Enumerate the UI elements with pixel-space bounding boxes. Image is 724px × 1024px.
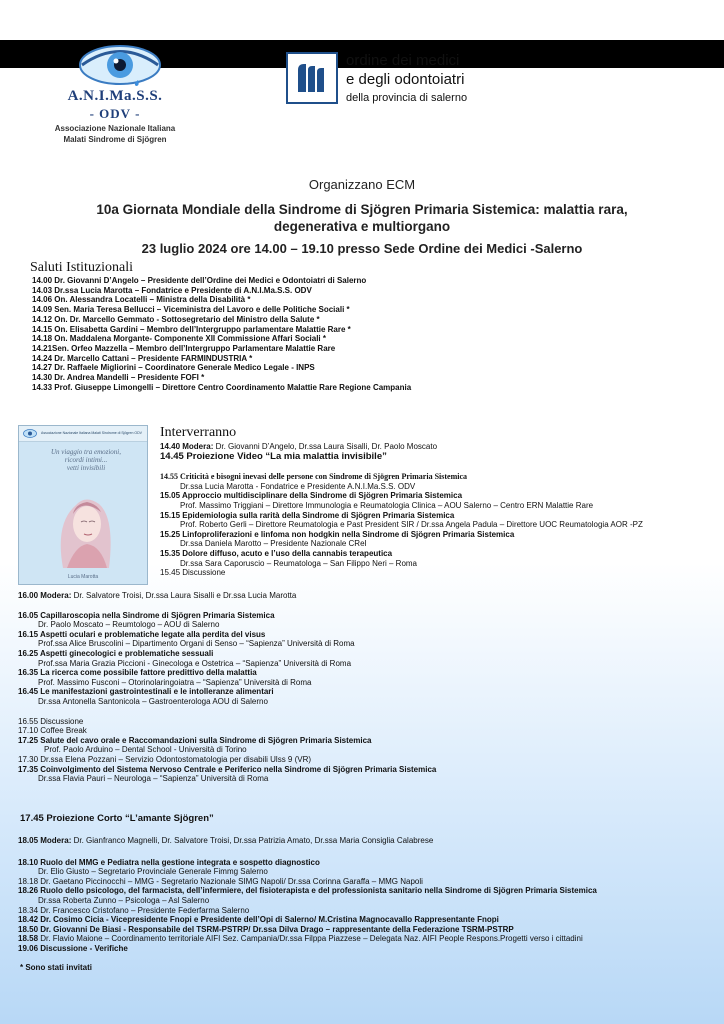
video-line: 14.45 Proiezione Video “La mia malattia invisibile”	[160, 450, 387, 462]
talk-title: 16.15 Aspetti oculari e problematiche legate alla perdita del visus	[18, 629, 266, 639]
ordine-line-1: ordine dei medici	[346, 52, 460, 69]
talk-title: 16.25 Aspetti ginecologici e problematiche sessuali	[18, 648, 214, 658]
list-item: 14.03 Dr.ssa Lucia Marotta – Fondatrice e Presidente di A.N.I.Ma.S.S. ODV	[32, 285, 312, 295]
corto-projection-line: 17.45 Proiezione Corto “L’amante Sjögren”	[20, 813, 214, 824]
talk-title: 17.25 Salute del cavo orale e Raccomandazioni sulla Sindrome di Sjögren Primaria Sistemica	[18, 735, 372, 745]
closing-line: 19.06 Discussione - Verifiche	[18, 943, 128, 953]
talk-speaker: 18.34 Dr. Francesco Cristofano – Presidente Federfarma Salerno	[18, 905, 250, 915]
talk-speaker: Prof. Paolo Arduino – Dental School - Università di Torino	[44, 745, 247, 755]
animass-subtitle-2: Malati Sindrome di Sjögren	[63, 135, 167, 144]
talk-title: 18.10 Ruolo del MMG e Pediatra nella gestione integrata e sospetto diagnostico	[18, 857, 320, 867]
talk-speaker: Dr.ssa Lucia Marotta - Fondatrice e Presidente A.N.I.Ma.S.S. ODV	[180, 481, 416, 491]
talk-speaker: Prof. Massimo Triggiani – Direttore Immunologia e Reumatologia Clinica – AOU Salerno – Centro ERN Malattie Rare	[180, 500, 594, 510]
organizers-line: Organizzano ECM	[308, 177, 416, 192]
saluti-list	[32, 276, 702, 392]
interverranno-program	[160, 442, 643, 578]
talk-title: 16.05 Capillaroscopia nella Sindrome di Sjögren Primaria Sistemica	[18, 610, 275, 620]
ordine-logo	[286, 52, 506, 112]
talk-title: 15.35 Dolore diffuso, acuto e l’uso della cannabis terapeutica	[160, 548, 393, 558]
talk-speaker: Prof.ssa Alice Bruscolini – Dipartimento Organi di Senso – “Sapienza” Università di Roma	[38, 639, 355, 649]
talk-speaker: Dr.ssa Flavia Pauri – Neurologa – “Sapienza” Università di Roma	[38, 774, 269, 784]
session-3-program	[18, 836, 597, 972]
moderators-line: 18.05 Modera: Dr. Gianfranco Magnelli, Dr. Salvatore Troisi, Dr.ssa Patrizia Amato, Dr.ssa Maria Consiglia Calabrese	[18, 836, 434, 845]
list-item: 14.30 Dr. Andrea Mandelli – Presidente FOFI *	[32, 373, 205, 383]
ordine-emblem-icon	[286, 52, 338, 104]
talk-speaker: Prof. Roberto Gerli – Direttore Reumatologia e Past President SIR / Dr.ssa Angela Padula – Direttore UOC Reumatologia AOR -PZ	[180, 520, 643, 530]
talk-speaker: Dr.ssa Roberta Zunno – Psicologa – Asl Salerno	[38, 895, 210, 905]
list-item: 14.00 Dr. Giovanni D’Angelo – Presidente dell’Ordine dei Medici e Odontoiatri di Salerno	[32, 276, 367, 285]
talk-title: 18.26 Ruolo dello psicologo, del farmacista, dell’infermiere, del fisioterapista e del professionista sanitario nella Sindrome di Sjögren Primaria Sistemica	[18, 886, 597, 896]
event-title: 10a Giornata Mondiale della Sindrome di Sjögren Primaria Sistemica: malattia rara, degenerativa e multiorgano	[96, 202, 628, 234]
list-item: 14.06 On. Alessandra Locatelli – Ministra della Disabilità *	[32, 295, 251, 305]
session-2-program	[18, 591, 436, 784]
talk-speaker: Prof. Massimo Fusconi – Otorinolaringoiatra – “Sapienza” Università di Roma	[38, 677, 312, 687]
page-top-margin	[0, 0, 724, 40]
event-date-place: 23 luglio 2024 ore 14.00 – 19.10 presso Sede Ordine dei Medici -Salerno	[141, 241, 583, 256]
talk-title: 15.15 Epidemiologia sulla rarità della Sindrome di Sjögren Primaria Sistemica	[160, 510, 455, 520]
list-item: 14.15 On. Elisabetta Gardini – Membro dell’Intergruppo parlamentare Malattie Rare *	[32, 324, 351, 334]
animass-subtitle-1: Associazione Nazionale Italiana	[54, 124, 176, 133]
animass-name: A.N.I.Ma.S.S.	[67, 88, 163, 104]
talk-speaker: 18.42 Dr. Cosimo Cicia - Vicepresidente Fnopi e Presidente dell’Opi di Salerno/ M.Cristina Magnocavallo Rappresentante Fnopi	[18, 915, 499, 925]
talk-title: 16.35 La ricerca come possibile fattore predittivo della malattia	[18, 668, 257, 678]
list-item: 14.27 Dr. Raffaele Migliorini – Coordinatore Generale Medico Legale - INPS	[32, 363, 315, 373]
list-item: 14.33 Prof. Giuseppe Limongelli – Direttore Centro Coordinamento Malattie Rare Regione Campania	[32, 382, 412, 392]
book-header: Associazione Nazionale Italiana Malati Sindrome di Sjögren ODV	[19, 426, 147, 442]
eye-icon	[23, 429, 37, 438]
coffee-break-line: 17.10 Coffee Break	[18, 726, 87, 736]
talk-speaker: Dr. Elio Giusto – Segretario Provinciale Generale Fimmg Salerno	[38, 867, 268, 877]
talk-speaker: 18.50 Dr. Giovanni De Biasi - Responsabile del TSRM-PSTRP/ Dr.ssa Dilva Drago – rappresentante della Federazione TSRM-PSTRP	[18, 924, 514, 934]
saluti-heading: Saluti Istituzionali	[30, 260, 134, 275]
animass-logo	[30, 40, 200, 150]
list-item: 14.09 Sen. Maria Teresa Bellucci – Viceministra del Lavoro e delle Politiche Sociali *	[32, 305, 350, 315]
interverranno-heading: Interverranno	[160, 425, 237, 440]
footnote: * Sono stati invitati	[20, 962, 93, 972]
list-item: 14.12 On. Dr. Marcello Gemmato - Sottosegretario del Ministro della Salute *	[32, 314, 320, 324]
book-cover-image	[18, 425, 148, 585]
talk-speaker: Dr.ssa Antonella Santonicola – Gastroenterologa AOU di Salerno	[38, 696, 268, 706]
ordine-line-2: e degli odontoiatri	[346, 71, 465, 88]
list-item: 14.21Sen. Orfeo Mazzella – Membro dell’Intergruppo Parlamentare Malattie Rare	[32, 343, 336, 353]
talk-title: 14.55 Criticità e bisogni inevasi delle persone con Sindrome di Sjögren Primaria Sistemica	[160, 472, 468, 482]
talk-speaker: Dr. Paolo Moscato – Reumtologo – AOU di Salerno	[38, 620, 220, 630]
list-item: 14.24 Dr. Marcello Cattani – Presidente FARMINDUSTRIA *	[32, 353, 253, 363]
discussion-line: 15.45 Discussione	[160, 568, 226, 578]
talk-speaker: 18.18 Dr. Gaetano Piccinocchi – MMG - Segretario Nazionale SIMG Napoli/ Dr.ssa Corinna Garaffa – MMG Napoli	[18, 876, 423, 886]
talk-speaker: 18.58 Dr. Flavio Maione – Coordinamento territoriale AIFI Sez. Campania/Dr.ssa Filppa Piazzese – Delegata Naz. AIFI People Respons.Progetti verso i cittadini	[18, 934, 583, 944]
talk-title: 17.35 Coinvolgimento del Sistema Nervoso Centrale e Periferico nella Sindrome di Sjögren Primaria Sistemica	[18, 764, 437, 774]
talk-title: 16.45 Le manifestazioni gastrointestinali e le intolleranze alimentari	[18, 687, 274, 697]
talk-speaker: Prof.ssa Maria Grazia Piccioni - Ginecologa e Ostetrica – “Sapienza” Università di Roma	[38, 658, 352, 668]
talk-speaker: Dr.ssa Sara Caporuscio – Reumatologa – San Filippo Neri – Roma	[180, 558, 418, 568]
talk-title: 15.05 Approccio multidisciplinare della Sindrome di Sjögren Primaria Sistemica	[160, 491, 463, 501]
book-title: Un viaggio tra emozioni, ricordi intimi... vetti invisibili	[51, 448, 121, 472]
ordine-line-3: della provincia di salerno	[346, 92, 468, 104]
moderators-line: 14.40 Modera: Dr. Giovanni D’Angelo, Dr.ssa Laura Sisalli, Dr. Paolo Moscato	[160, 442, 438, 451]
discussion-line: 16.55 Discussione	[18, 716, 84, 726]
eye-icon	[78, 44, 162, 86]
talk-title: 15.25 Linfoproliferazioni e linfoma non hodgkin nella Sindrome di Sjögren Primaria Sistemica	[160, 529, 515, 539]
talk-title: 17.30 Dr.ssa Elena Pozzani – Servizio Odontostomatologia per disabili Ulss 9 (VR)	[18, 754, 312, 764]
talk-speaker: Dr.ssa Daniela Marotto – Presidente Nazionale CReI	[180, 539, 367, 549]
list-item: 14.18 On. Maddalena Morgante- Componente XII Commissione Affari Sociali *	[32, 334, 326, 344]
moderators-line: 16.00 Modera: Dr. Salvatore Troisi, Dr.ssa Laura Sisalli e Dr.ssa Lucia Marotta	[18, 591, 297, 600]
animass-odv: - ODV -	[89, 106, 141, 121]
woman-portrait-icon	[53, 484, 117, 568]
book-author: Lucia Marotta	[67, 574, 99, 580]
